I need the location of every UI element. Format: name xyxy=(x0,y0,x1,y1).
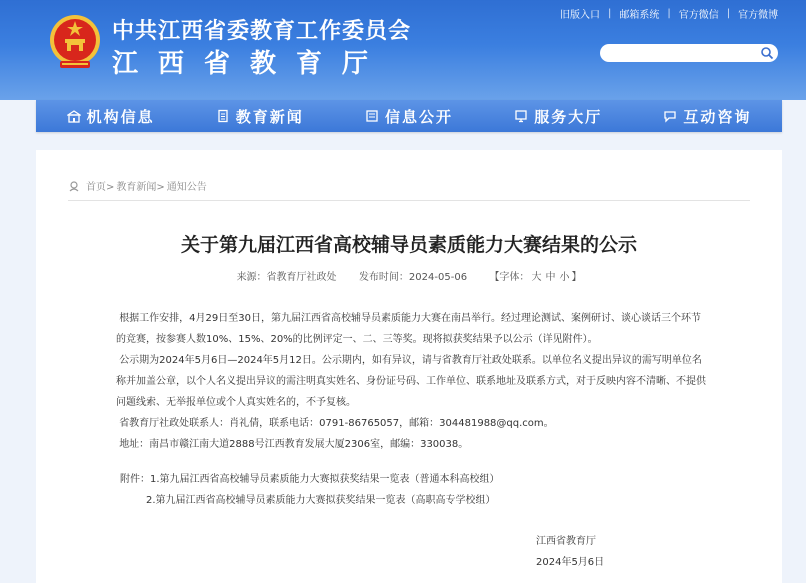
nav-label: 机构信息 xyxy=(86,107,155,126)
chat-icon xyxy=(663,109,677,123)
font-size-prefix: 【字体： xyxy=(489,272,530,283)
search-input[interactable] xyxy=(608,48,762,66)
breadcrumb-home[interactable]: 首页> xyxy=(86,182,115,193)
document-icon xyxy=(216,109,230,123)
address-text: 地址：南昌市赣江南大道2888号江西教育发展大厦2306室，邮编：330038。 xyxy=(119,439,469,450)
main-nav xyxy=(36,100,782,132)
nav-item-interactive-consult[interactable] xyxy=(633,100,782,132)
article-date: 发布时间：2024-05-06 xyxy=(358,272,468,283)
top-links xyxy=(560,6,778,21)
link-separator: | xyxy=(726,8,731,19)
nav-label: 互动咨询 xyxy=(683,107,752,126)
divider xyxy=(68,200,750,201)
font-size-suffix: 】 xyxy=(571,272,582,283)
org-title: 中共江西省委教育工作委员会 xyxy=(112,19,412,44)
service-icon xyxy=(514,109,528,123)
old-version-link[interactable]: 旧版入口 xyxy=(560,10,600,21)
signer: 江西省教育厅 xyxy=(536,536,596,547)
sign-date: 2024年5月6日 xyxy=(536,557,605,568)
search-icon[interactable] xyxy=(760,46,774,60)
article-title: 关于第九届江西省高校辅导员素质能力大赛结果的公示 xyxy=(180,234,637,256)
nav-item-service-hall[interactable] xyxy=(484,100,633,132)
official-weibo-link[interactable]: 官方微博 xyxy=(738,10,779,21)
font-medium-button[interactable]: 中 xyxy=(545,272,556,283)
official-wechat-link[interactable]: 官方微信 xyxy=(678,10,719,21)
contact-text: 省教育厅社政处联系人：肖礼倩，联系电话：0791-86765057，邮箱： xyxy=(119,418,440,429)
nav-item-info-disclosure[interactable] xyxy=(334,100,483,132)
nav-item-education-news[interactable] xyxy=(185,100,334,132)
paragraph-1: 根据工作安排，4月29日至30日，第九届江西省高校辅导员素质能力大赛在南昌举行。经过理论测试、案例研讨、谈心谈话三个环节的竞赛，按参赛人数10%、15%、20%的比例评定一、二、三等奖。现将拟获奖结果予以公示（详见附件）。 xyxy=(116,313,701,345)
contact-line xyxy=(116,413,710,434)
address-line xyxy=(116,434,710,455)
body-paragraph xyxy=(116,350,710,413)
nav-label: 服务大厅 xyxy=(534,107,603,126)
article-source: 来源：省教育厅社政处 xyxy=(236,272,337,283)
link-separator: | xyxy=(667,8,671,19)
national-emblem-icon xyxy=(48,13,102,71)
contact-email: 304481988@qq.com xyxy=(439,418,544,429)
article-panel xyxy=(36,150,782,583)
contact-end: 。 xyxy=(543,418,554,429)
article-meta xyxy=(36,268,782,283)
font-large-button[interactable]: 大 xyxy=(531,272,542,283)
nav-label: 信息公开 xyxy=(385,107,454,126)
paragraph-2: 公示期为2024年5月6日—2024年5月12日。公示期内，如有异议，请与省教育厅社政处联系。以单位名义提出异议的需写明单位名称并加盖公章，以个人名义提出异议的需注明真实姓名、身份证号码、工作单位、联系地址及联系方式，对于反映内容不清晰、不提供问题线索、无举报单位或个人真实姓名的，不予复核。 xyxy=(116,355,706,408)
breadcrumb-current: 通知公告 xyxy=(166,182,207,193)
breadcrumb-news[interactable]: 教育新闻> xyxy=(116,182,165,193)
building-icon xyxy=(67,109,81,123)
breadcrumb xyxy=(68,178,207,193)
folder-icon xyxy=(365,109,379,123)
body-paragraph xyxy=(116,308,710,350)
dept-title: 江西省教育厅 xyxy=(112,49,389,79)
article-body xyxy=(116,308,710,455)
location-icon xyxy=(68,180,80,192)
attachment-2-link[interactable]: 2.第九届江西省高校辅导员素质能力大赛拟获奖结果一览表（高职高专学校组） xyxy=(146,495,496,506)
nav-label: 教育新闻 xyxy=(235,107,304,126)
mail-system-link[interactable]: 邮箱系统 xyxy=(619,10,660,21)
attachment-1-link[interactable]: 附件：1.第九届江西省高校辅导员素质能力大赛拟获奖结果一览表（普通本科高校组） xyxy=(120,474,500,485)
nav-item-org-info[interactable] xyxy=(36,100,185,132)
search-box xyxy=(600,44,778,62)
site-header xyxy=(0,0,806,100)
font-small-button[interactable]: 小 xyxy=(559,272,570,283)
link-separator: | xyxy=(608,8,612,19)
